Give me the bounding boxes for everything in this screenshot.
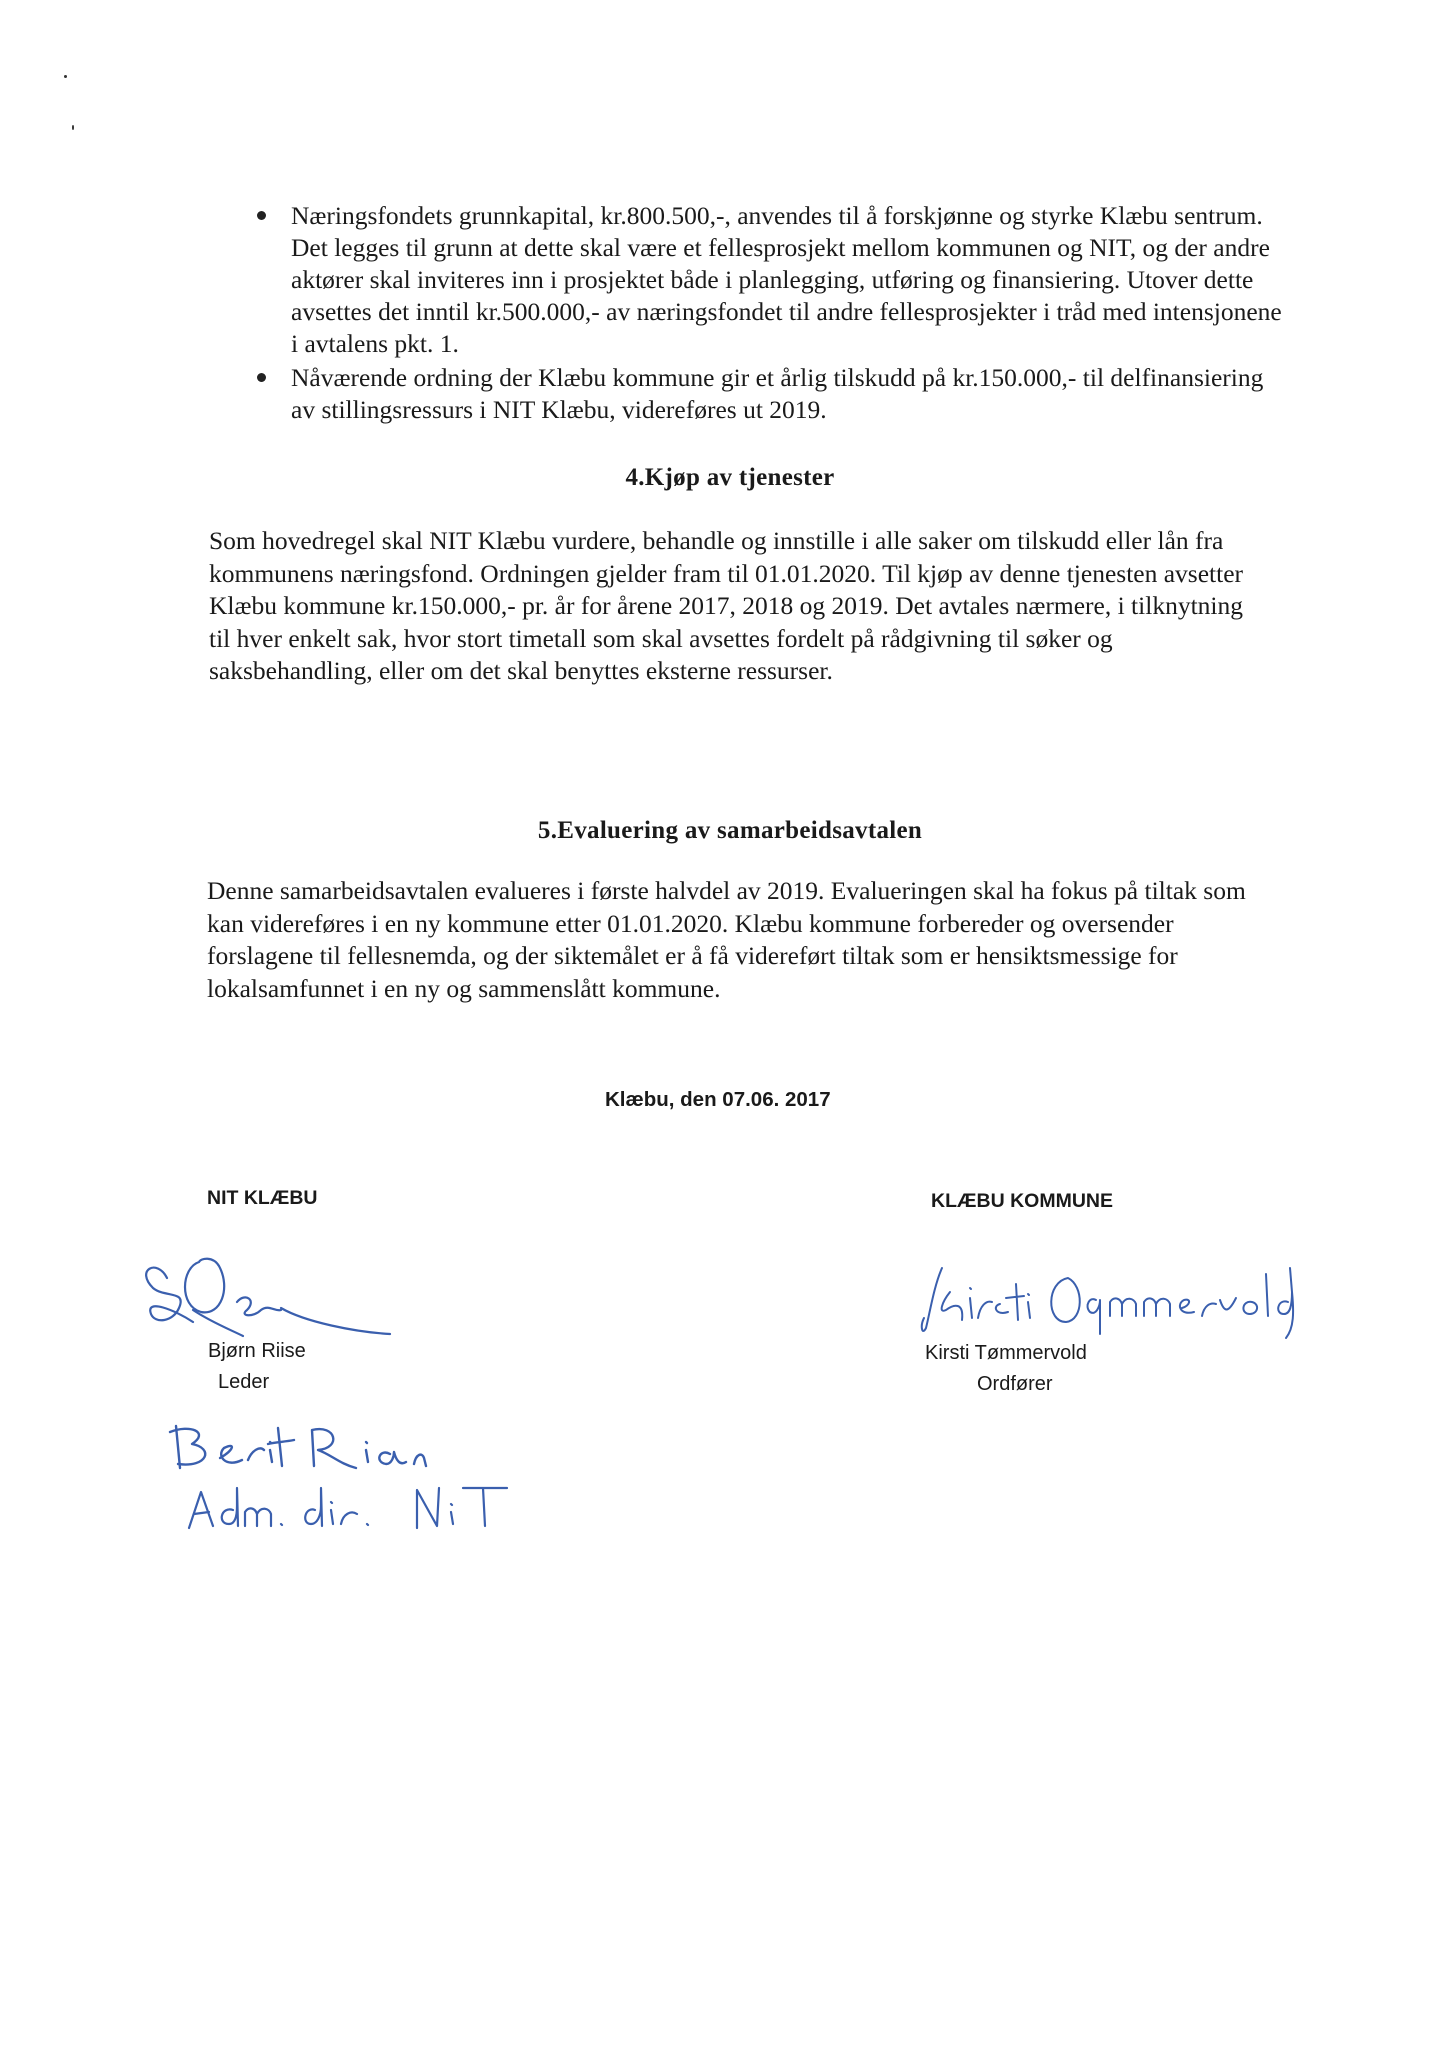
bullet-list [250, 200, 1290, 428]
signer-right-title: Ordfører [977, 1373, 1053, 1395]
signer-left-name: Bjørn Riise [208, 1340, 306, 1362]
list-item [250, 200, 1290, 360]
list-item [250, 362, 1290, 426]
scan-speck [64, 75, 67, 78]
bullet-icon [257, 373, 266, 382]
section-5-text: Denne samarbeidsavtalen evalueres i første halvdel av 2019. Evalueringen skal ha fokus på tiltak som kan videreføres i en ny kommune etter 01.01.2020. Klæbu kommune forbereder og oversender forslagene til fellesnemda, og der siktemålet er å få videreført tiltak som er hensiktsmessige for lokalsamfunnet i en ny og sammenslått kommune. [207, 876, 1246, 1003]
section-5-heading: 5.Evaluering av samarbeidsavtalen [537, 817, 923, 844]
signer-right-name: Kirsti Tømmervold [925, 1342, 1087, 1364]
section-4-heading: 4.Kjøp av tjenester [625, 464, 835, 491]
signer-left-title: Leder [218, 1371, 270, 1393]
scan-speck [72, 125, 74, 130]
party-right: KLÆBU KOMMUNE [931, 1190, 1113, 1212]
handwritten-title-adm-dir [185, 1480, 515, 1540]
bullet-text: Nåværende ordning der Klæbu kommune gir et årlig tilskudd på kr.150.000,- til delfinansiering av stillingsressurs i NIT Klæbu, videreføres ut 2019. [291, 363, 1264, 424]
section-4-text: Som hovedregel skal NIT Klæbu vurdere, behandle og innstille i alle saker om tilskudd eller lån fra kommunens næringsfond. Ordningen gjelder fram til 01.01.2020. Til kjøp av denne tjenesten avsetter Klæbu kommune kr.150.000,- pr. år for årene 2017, 2018 og 2019. Det avtales nærmere, i tilknytning til hver enkelt sak, hvor stort timetall som skal avsettes fordelt på rådgivning til søker og saksbehandling, eller om det skal benyttes eksterne ressurser. [209, 526, 1244, 685]
signature-kirsti-tommervold [920, 1262, 1300, 1342]
bullet-text: Næringsfondets grunnkapital, kr.800.500,-, anvendes til å forskjønne og styrke Klæbu sentrum. Det legges til grunn at dette skal være et fellesprosjekt mellom kommunen og NIT, og der andre aktører skal inviteres inn i prosjektet både i planlegging, utføring og finansiering. Utover dette avsettes det inntil kr.500.000,- av næringsfondet til andre fellesprosjekter i tråd med intensjonene i avtalens pkt. 1. [291, 201, 1282, 358]
party-left: NIT KLÆBU [207, 1187, 318, 1209]
bullet-icon [257, 211, 266, 220]
place-date: Klæbu, den 07.06. 2017 [605, 1088, 831, 1111]
